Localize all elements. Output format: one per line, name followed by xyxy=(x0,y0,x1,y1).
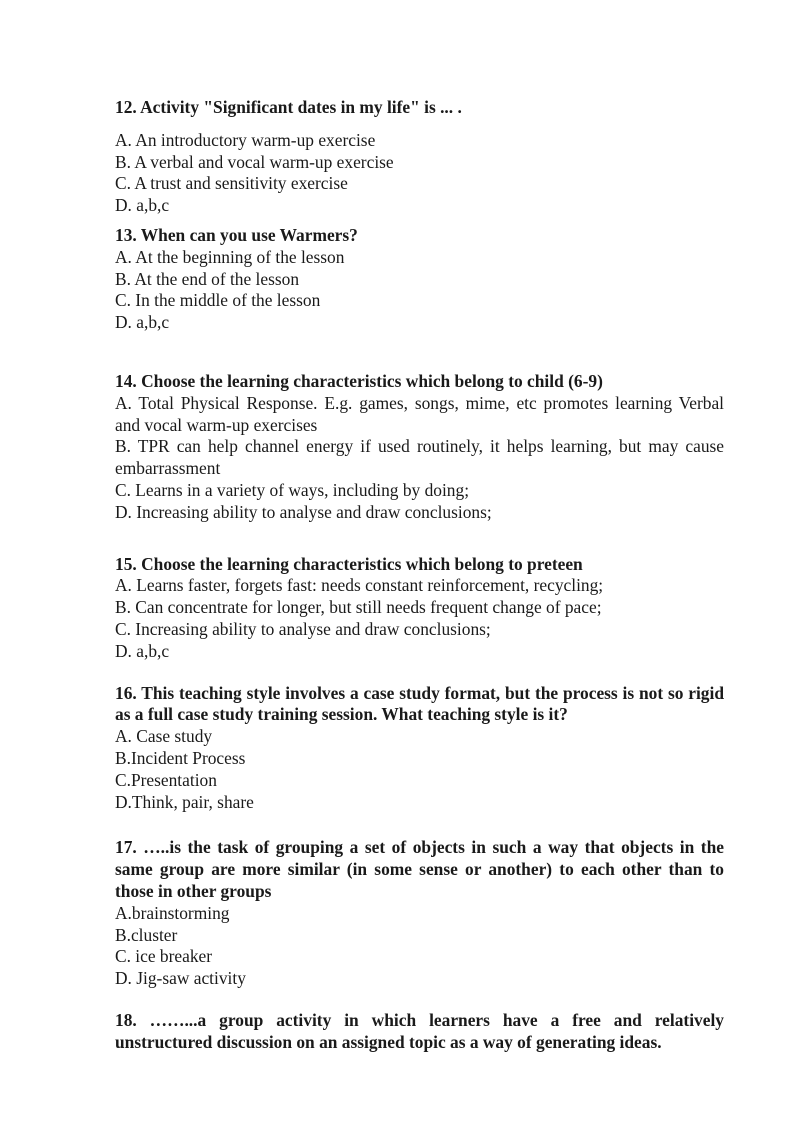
question-stem: 14. Choose the learning characteristics which belong to child (6-9) xyxy=(115,370,603,391)
option-b: B. TPR can help channel energy if used routinely, it helps learning, but may cause embarrassment xyxy=(115,436,724,479)
question-12 xyxy=(115,97,724,217)
question-16 xyxy=(115,683,724,814)
question-stem: 12. Activity "Significant dates in my life" is ... . xyxy=(115,97,462,117)
option-b: B. At the end of the lesson xyxy=(115,268,300,289)
question-stem: 18. ……...a group activity in which learners have a free and relatively unstructured discussion on an assigned topic as a way of generating ideas. xyxy=(115,1009,724,1052)
question-stem: 17. …..is the task of grouping a set of objects in such a way that objects in the same group are more similar (in some sense or another) to each other than to those in other groups xyxy=(115,837,724,901)
question-13 xyxy=(115,225,724,334)
option-c: C. Learns in a variety of ways, including by doing; xyxy=(115,479,470,500)
option-d: D. Increasing ability to analyse and draw conclusions; xyxy=(115,501,492,522)
option-c: C. ice breaker xyxy=(115,946,213,967)
option-a: A. Case study xyxy=(115,726,213,747)
option-b: B. A verbal and vocal warm-up exercise xyxy=(115,151,394,172)
option-d: D. a,b,c xyxy=(115,640,170,661)
option-d: D. a,b,c xyxy=(115,312,170,333)
option-c: C. In the middle of the lesson xyxy=(115,290,321,311)
question-14 xyxy=(115,371,724,524)
option-a: A. Total Physical Response. E.g. games, songs, mime, etc promotes learning Verbal and vocal warm-up exercises xyxy=(115,392,724,435)
option-d: D.Think, pair, share xyxy=(115,791,254,812)
question-stem: 16. This teaching style involves a case study format, but the process is not so rigid as a full case study training session. What teaching style is it? xyxy=(115,682,724,725)
option-c: C. Increasing ability to analyse and draw conclusions; xyxy=(115,618,491,639)
question-stem: 15. Choose the learning characteristics which belong to preteen xyxy=(115,553,583,574)
option-a: A. At the beginning of the lesson xyxy=(115,246,345,267)
option-d: D. Jig-saw activity xyxy=(115,968,246,989)
option-c: C.Presentation xyxy=(115,769,217,790)
option-a: A. An introductory warm-up exercise xyxy=(115,129,376,150)
option-d: D. a,b,c xyxy=(115,195,170,216)
question-17 xyxy=(115,837,724,990)
question-15 xyxy=(115,554,724,663)
quiz-page xyxy=(115,97,724,1053)
option-b: B.Incident Process xyxy=(115,747,246,768)
question-18 xyxy=(115,1010,724,1054)
option-b: B.cluster xyxy=(115,924,178,945)
option-c: C. A trust and sensitivity exercise xyxy=(115,173,348,194)
option-b: B. Can concentrate for longer, but still needs frequent change of pace; xyxy=(115,597,602,618)
option-a: A. Learns faster, forgets fast: needs constant reinforcement, recycling; xyxy=(115,575,604,596)
option-a: A.brainstorming xyxy=(115,902,230,923)
question-stem: 13. When can you use Warmers? xyxy=(115,224,358,245)
